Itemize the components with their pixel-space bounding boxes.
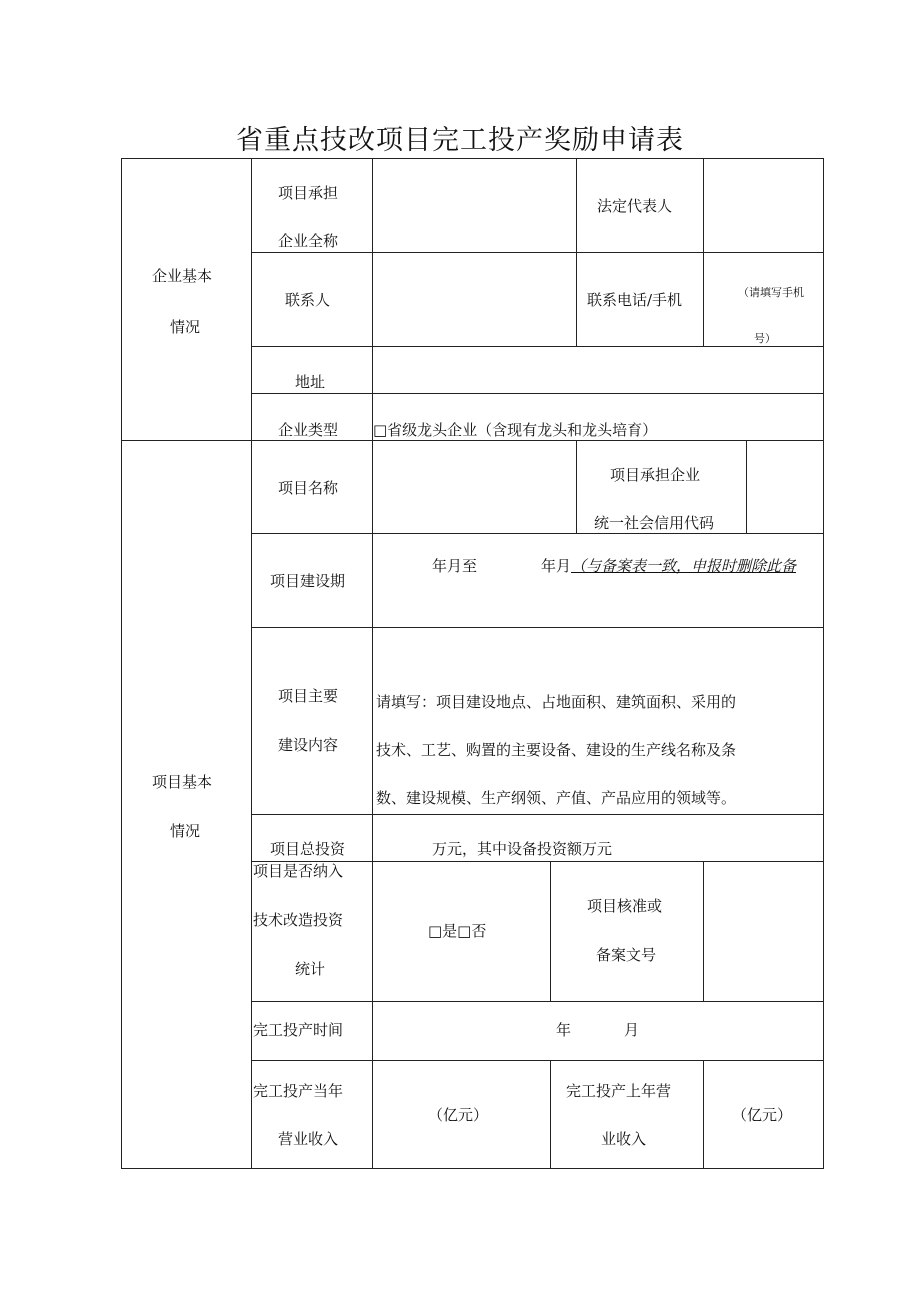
- revenue-prev-label: 完工投产上年营: [566, 1082, 672, 1100]
- phone-hint: （请填写手机: [738, 286, 804, 299]
- investment-label: 项目总投资: [270, 840, 346, 858]
- credit-code-label-2: 统一社会信用代码: [594, 514, 715, 532]
- enterprise-section-label: 企业基本: [152, 267, 213, 285]
- content-label: 项目主要: [278, 687, 339, 705]
- full-name-label: 项目承担: [278, 184, 339, 202]
- approval-label-2: 备案文号: [596, 946, 657, 964]
- content-hint-2: 技术、工艺、购置的主要设备、建设的生产线名称及条: [376, 741, 737, 759]
- revenue-current-label-2: 营业收入: [278, 1130, 339, 1148]
- stats-label: 项目是否纳入: [253, 862, 344, 880]
- stats-label-2: 技术改造投资: [253, 911, 344, 929]
- enterprise-section-label-2: 情况: [170, 318, 201, 336]
- page-title: 省重点技改项目完工投产奖励申请表: [236, 125, 684, 156]
- completion-month: 月: [624, 1021, 640, 1039]
- content-hint-3: 数、建设规模、生产纲领、产值、产品应用的领域等。: [376, 789, 737, 807]
- form-outer-border: [121, 158, 824, 1169]
- period-label: 项目建设期: [270, 572, 346, 590]
- type-option-checkbox[interactable]: □省级龙头企业（含现有龙头和龙头培育）: [373, 421, 658, 439]
- content-label-2: 建设内容: [278, 736, 339, 754]
- period-end: 年月: [541, 557, 572, 575]
- address-label: 地址: [295, 373, 326, 391]
- phone-label: 联系电话/手机: [587, 291, 683, 309]
- revenue-prev-unit: （亿元）: [732, 1106, 793, 1124]
- project-name-label: 项目名称: [278, 479, 339, 497]
- revenue-current-unit: （亿元）: [428, 1106, 489, 1124]
- period-note-clip: [571, 553, 823, 579]
- period-note: （与备案表一致，申报时删除此备: [571, 557, 797, 575]
- completion-year: 年: [556, 1021, 572, 1039]
- type-label: 企业类型: [278, 421, 339, 439]
- full-name-label-2: 企业全称: [278, 232, 339, 250]
- legal-rep-label: 法定代表人: [597, 197, 673, 215]
- credit-code-label: 项目承担企业: [610, 466, 701, 484]
- approval-label: 项目核准或: [587, 897, 663, 915]
- content-hint: 请填写：项目建设地点、占地面积、建筑面积、采用的: [376, 693, 737, 711]
- phone-hint-2: 号）: [754, 332, 776, 345]
- completion-label: 完工投产时间: [253, 1021, 344, 1039]
- stats-label-3: 统计: [295, 960, 326, 978]
- stats-options-checkbox[interactable]: □是□否: [428, 922, 487, 940]
- revenue-prev-label-2: 业收入: [601, 1130, 647, 1148]
- contact-label: 联系人: [285, 291, 331, 309]
- revenue-current-label: 完工投产当年: [253, 1082, 344, 1100]
- project-section-label-2: 情况: [170, 822, 201, 840]
- period-start: 年月至: [432, 557, 478, 575]
- project-section-label: 项目基本: [152, 773, 213, 791]
- investment-value: 万元，其中设备投资额万元: [432, 840, 613, 858]
